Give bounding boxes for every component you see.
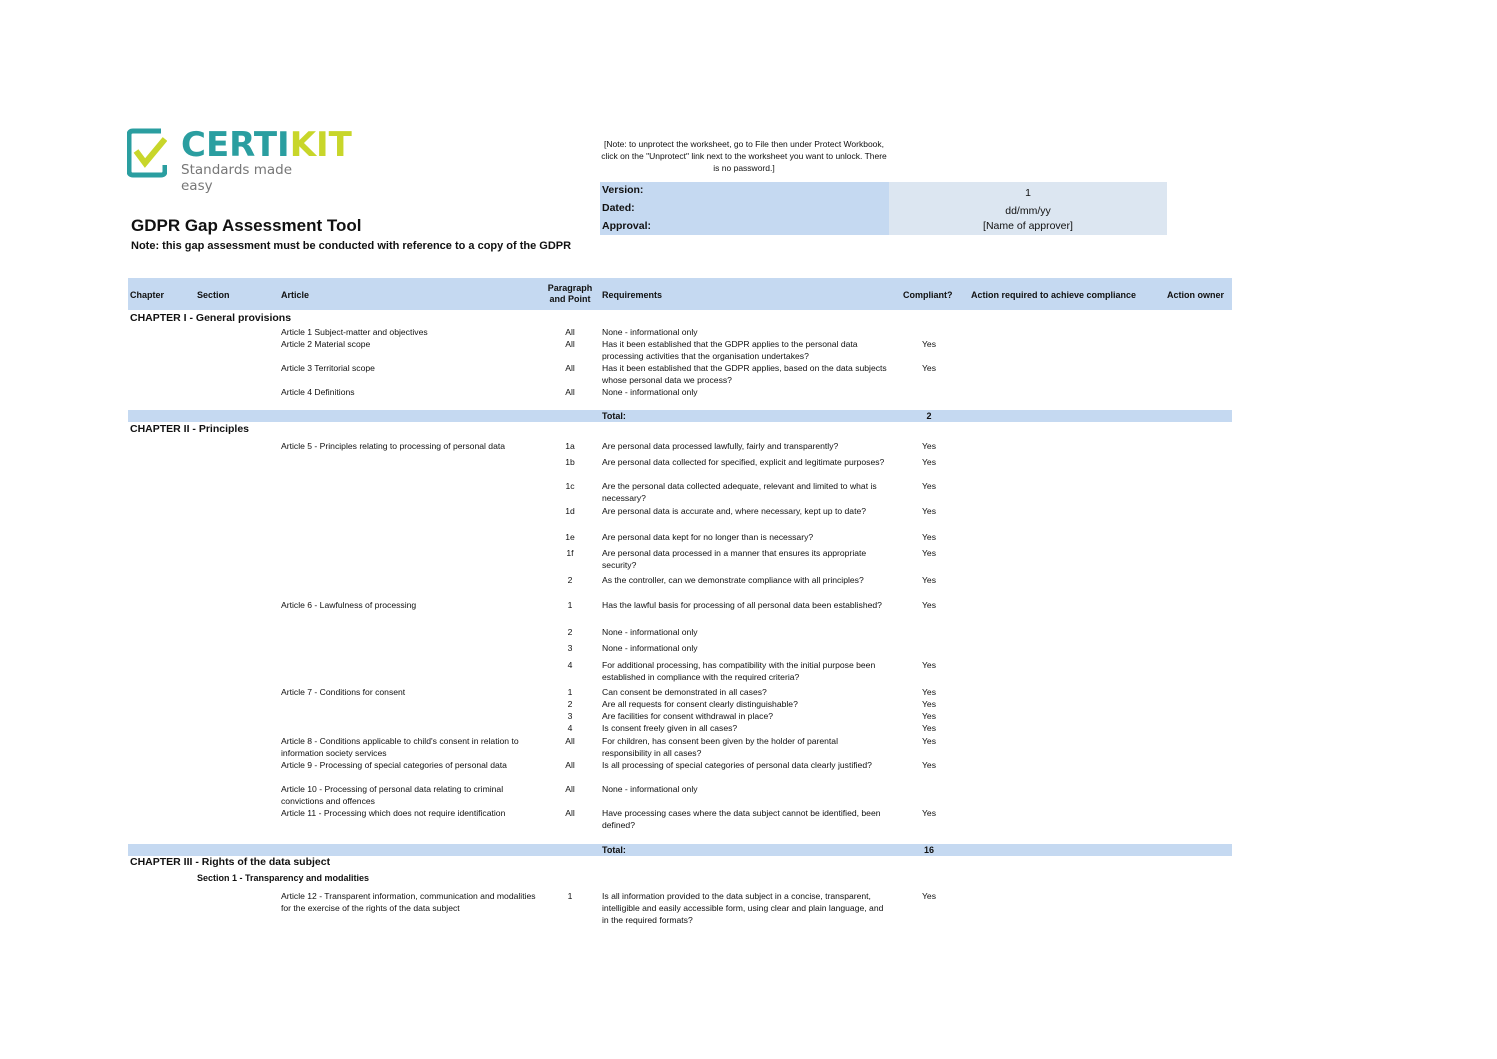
compliant-cell[interactable]: Yes (921, 441, 937, 451)
total-value: 2 (926, 411, 932, 421)
paragraph-cell: All (565, 387, 575, 397)
compliant-cell[interactable]: Yes (921, 600, 937, 610)
compliant-cell[interactable]: Yes (921, 699, 937, 709)
article-cell: Article 5 - Principles relating to processing of personal data (281, 441, 506, 451)
article-cell: Article 8 - Conditions applicable to child's consent in relation to information society services (281, 736, 519, 758)
paragraph-cell: 2 (567, 699, 573, 709)
chapter-title: CHAPTER III - Rights of the data subject (130, 856, 331, 868)
compliant-cell[interactable]: Yes (921, 457, 937, 467)
article-cell: Article 4 Definitions (281, 387, 355, 397)
col-compliant: Compliant? (903, 290, 953, 300)
paragraph-cell: All (565, 784, 575, 794)
requirement-cell: For additional processing, has compatibility with the initial purpose been established in compliance with the required criteria? (602, 660, 876, 682)
compliant-cell[interactable]: Yes (921, 891, 937, 901)
paragraph-cell: All (565, 736, 575, 746)
total-label: Total: (602, 411, 626, 421)
compliant-cell[interactable]: Yes (921, 711, 937, 721)
requirement-cell: Are the personal data collected adequate, relevant and limited to what is necessary? (602, 481, 877, 503)
col-chapter: Chapter (130, 290, 165, 300)
compliant-cell[interactable]: Yes (921, 660, 937, 670)
version-value[interactable]: 1 (1025, 187, 1031, 199)
paragraph-cell: 3 (567, 711, 573, 721)
article-cell: Article 9 - Processing of special categories of personal data (281, 760, 507, 770)
paragraph-cell: 1e (565, 532, 575, 542)
paragraph-cell: 2 (567, 627, 573, 637)
paragraph-cell: All (565, 808, 575, 818)
paragraph-cell: 1 (567, 891, 573, 901)
paragraph-cell: All (565, 363, 575, 373)
requirement-cell: None - informational only (602, 327, 698, 337)
requirement-cell: None - informational only (602, 627, 698, 637)
compliant-cell[interactable]: Yes (921, 736, 937, 746)
compliant-cell[interactable]: Yes (921, 575, 937, 585)
requirement-cell: Are personal data kept for no longer than is necessary? (602, 532, 814, 542)
paragraph-cell: All (565, 339, 575, 349)
paragraph-cell: 2 (567, 575, 573, 585)
requirement-cell: Has it been established that the GDPR applies to the personal data processing activities that the organisation undertakes? (602, 339, 858, 361)
logo-tagline: Standards made easy (181, 162, 293, 194)
requirement-cell: Are all requests for consent clearly distinguishable? (602, 699, 798, 709)
requirement-cell: Are personal data processed lawfully, fairly and transparently? (602, 441, 839, 451)
logo-brand-b: KIT (289, 125, 352, 165)
compliant-cell[interactable]: Yes (921, 363, 937, 373)
col-action: Action required to achieve compliance (971, 290, 1137, 300)
total-value: 16 (923, 845, 934, 855)
approval-value[interactable]: [Name of approver] (983, 220, 1073, 232)
paragraph-cell: All (565, 760, 575, 770)
requirement-cell: Has the lawful basis for processing of all personal data been established? (602, 600, 882, 610)
requirement-cell: Are facilities for consent withdrawal in place? (602, 711, 774, 721)
compliant-cell[interactable]: Yes (921, 532, 937, 542)
unprotect-note: [Note: to unprotect the worksheet, go to File then under Protect Workbook, click on the "Unprotect" link next to the worksheet you want to unlock. There is no password.] (601, 139, 887, 173)
paragraph-cell: All (565, 327, 575, 337)
paragraph-cell: 4 (567, 660, 573, 670)
compliant-cell[interactable]: Yes (921, 760, 937, 770)
dated-value[interactable]: dd/mm/yy (1005, 205, 1051, 217)
chapter-title: CHAPTER I - General provisions (130, 312, 292, 324)
requirement-cell: Is all processing of special categories of personal data clearly justified? (602, 760, 872, 770)
version-label: Version: (602, 184, 644, 196)
article-cell: Article 2 Material scope (281, 339, 371, 349)
total-row-band (128, 844, 1232, 856)
certikit-logo (127, 125, 352, 194)
requirement-cell: As the controller, can we demonstrate compliance with all principles? (602, 575, 864, 585)
table-header (128, 278, 1232, 310)
article-cell: Article 12 - Transparent information, communication and modalities for the exercise of the rights of the data subject (281, 891, 536, 913)
compliant-cell[interactable]: Yes (921, 687, 937, 697)
paragraph-cell: 1f (566, 548, 574, 558)
compliant-cell[interactable]: Yes (921, 808, 937, 818)
col-section: Section (197, 290, 230, 300)
requirement-cell: Can consent be demonstrated in all cases? (602, 687, 767, 697)
total-row-band (128, 410, 1232, 422)
compliant-cell[interactable]: Yes (921, 723, 937, 733)
article-cell: Article 11 - Processing which does not require identification (281, 808, 506, 818)
requirement-cell: None - informational only (602, 387, 698, 397)
paragraph-cell: 1d (565, 506, 575, 516)
paragraph-cell: 1 (567, 600, 573, 610)
meta-values (889, 182, 1167, 235)
logo-check-icon (127, 127, 167, 179)
compliant-cell[interactable]: Yes (921, 548, 937, 558)
gdpr-note: Note: this gap assessment must be conducted with reference to a copy of the GDPR (131, 240, 572, 252)
compliant-cell[interactable]: Yes (921, 339, 937, 349)
requirement-cell: Are personal data processed in a manner that ensures its appropriate security? (602, 548, 867, 570)
meta-labels (600, 182, 889, 235)
compliant-cell[interactable]: Yes (921, 481, 937, 491)
chapter-title: CHAPTER II - Principles (130, 423, 250, 435)
paragraph-cell: 1c (565, 481, 575, 491)
col-owner: Action owner (1167, 290, 1225, 300)
approval-label: Approval: (602, 220, 652, 232)
total-label: Total: (602, 845, 626, 855)
article-cell: Article 6 - Lawfulness of processing (281, 600, 417, 610)
col-requirements: Requirements (602, 290, 663, 300)
paragraph-cell: 4 (567, 723, 573, 733)
logo-brand-a: CERTI (181, 125, 290, 165)
col-paragraph: Paragraph and Point (547, 283, 593, 304)
requirement-cell: None - informational only (602, 643, 698, 653)
requirement-cell: Are personal data collected for specified, explicit and legitimate purposes? (602, 457, 885, 467)
paragraph-cell: 1 (567, 687, 573, 697)
dated-label: Dated: (602, 202, 635, 214)
requirement-cell: None - informational only (602, 784, 698, 794)
requirement-cell: Have processing cases where the data subject cannot be identified, been defined? (602, 808, 881, 830)
page-title: GDPR Gap Assessment Tool (131, 216, 362, 235)
requirement-cell: Has it been established that the GDPR applies, based on the data subjects whose personal data we process? (602, 363, 887, 385)
article-cell: Article 10 - Processing of personal data relating to criminal convictions and offences (281, 784, 504, 806)
paragraph-cell: 1a (565, 441, 575, 451)
requirement-cell: Is all information provided to the data subject in a concise, transparent, intelligible and easily accessible form, using clear and plain language, and in the required formats? (602, 891, 884, 925)
article-cell: Article 3 Territorial scope (281, 363, 375, 373)
requirement-cell: For children, has consent been given by the holder of parental responsibility in all cases? (602, 736, 839, 758)
paragraph-cell: 3 (567, 643, 573, 653)
section-title: Section 1 - Transparency and modalities (197, 873, 370, 883)
requirement-cell: Are personal data is accurate and, where necessary, kept up to date? (602, 506, 867, 516)
paragraph-cell: 1b (565, 457, 575, 467)
compliant-cell[interactable]: Yes (921, 506, 937, 516)
requirement-cell: Is consent freely given in all cases? (602, 723, 738, 733)
col-article: Article (281, 290, 310, 300)
article-cell: Article 7 - Conditions for consent (281, 687, 406, 697)
article-cell: Article 1 Subject-matter and objectives (281, 327, 428, 337)
